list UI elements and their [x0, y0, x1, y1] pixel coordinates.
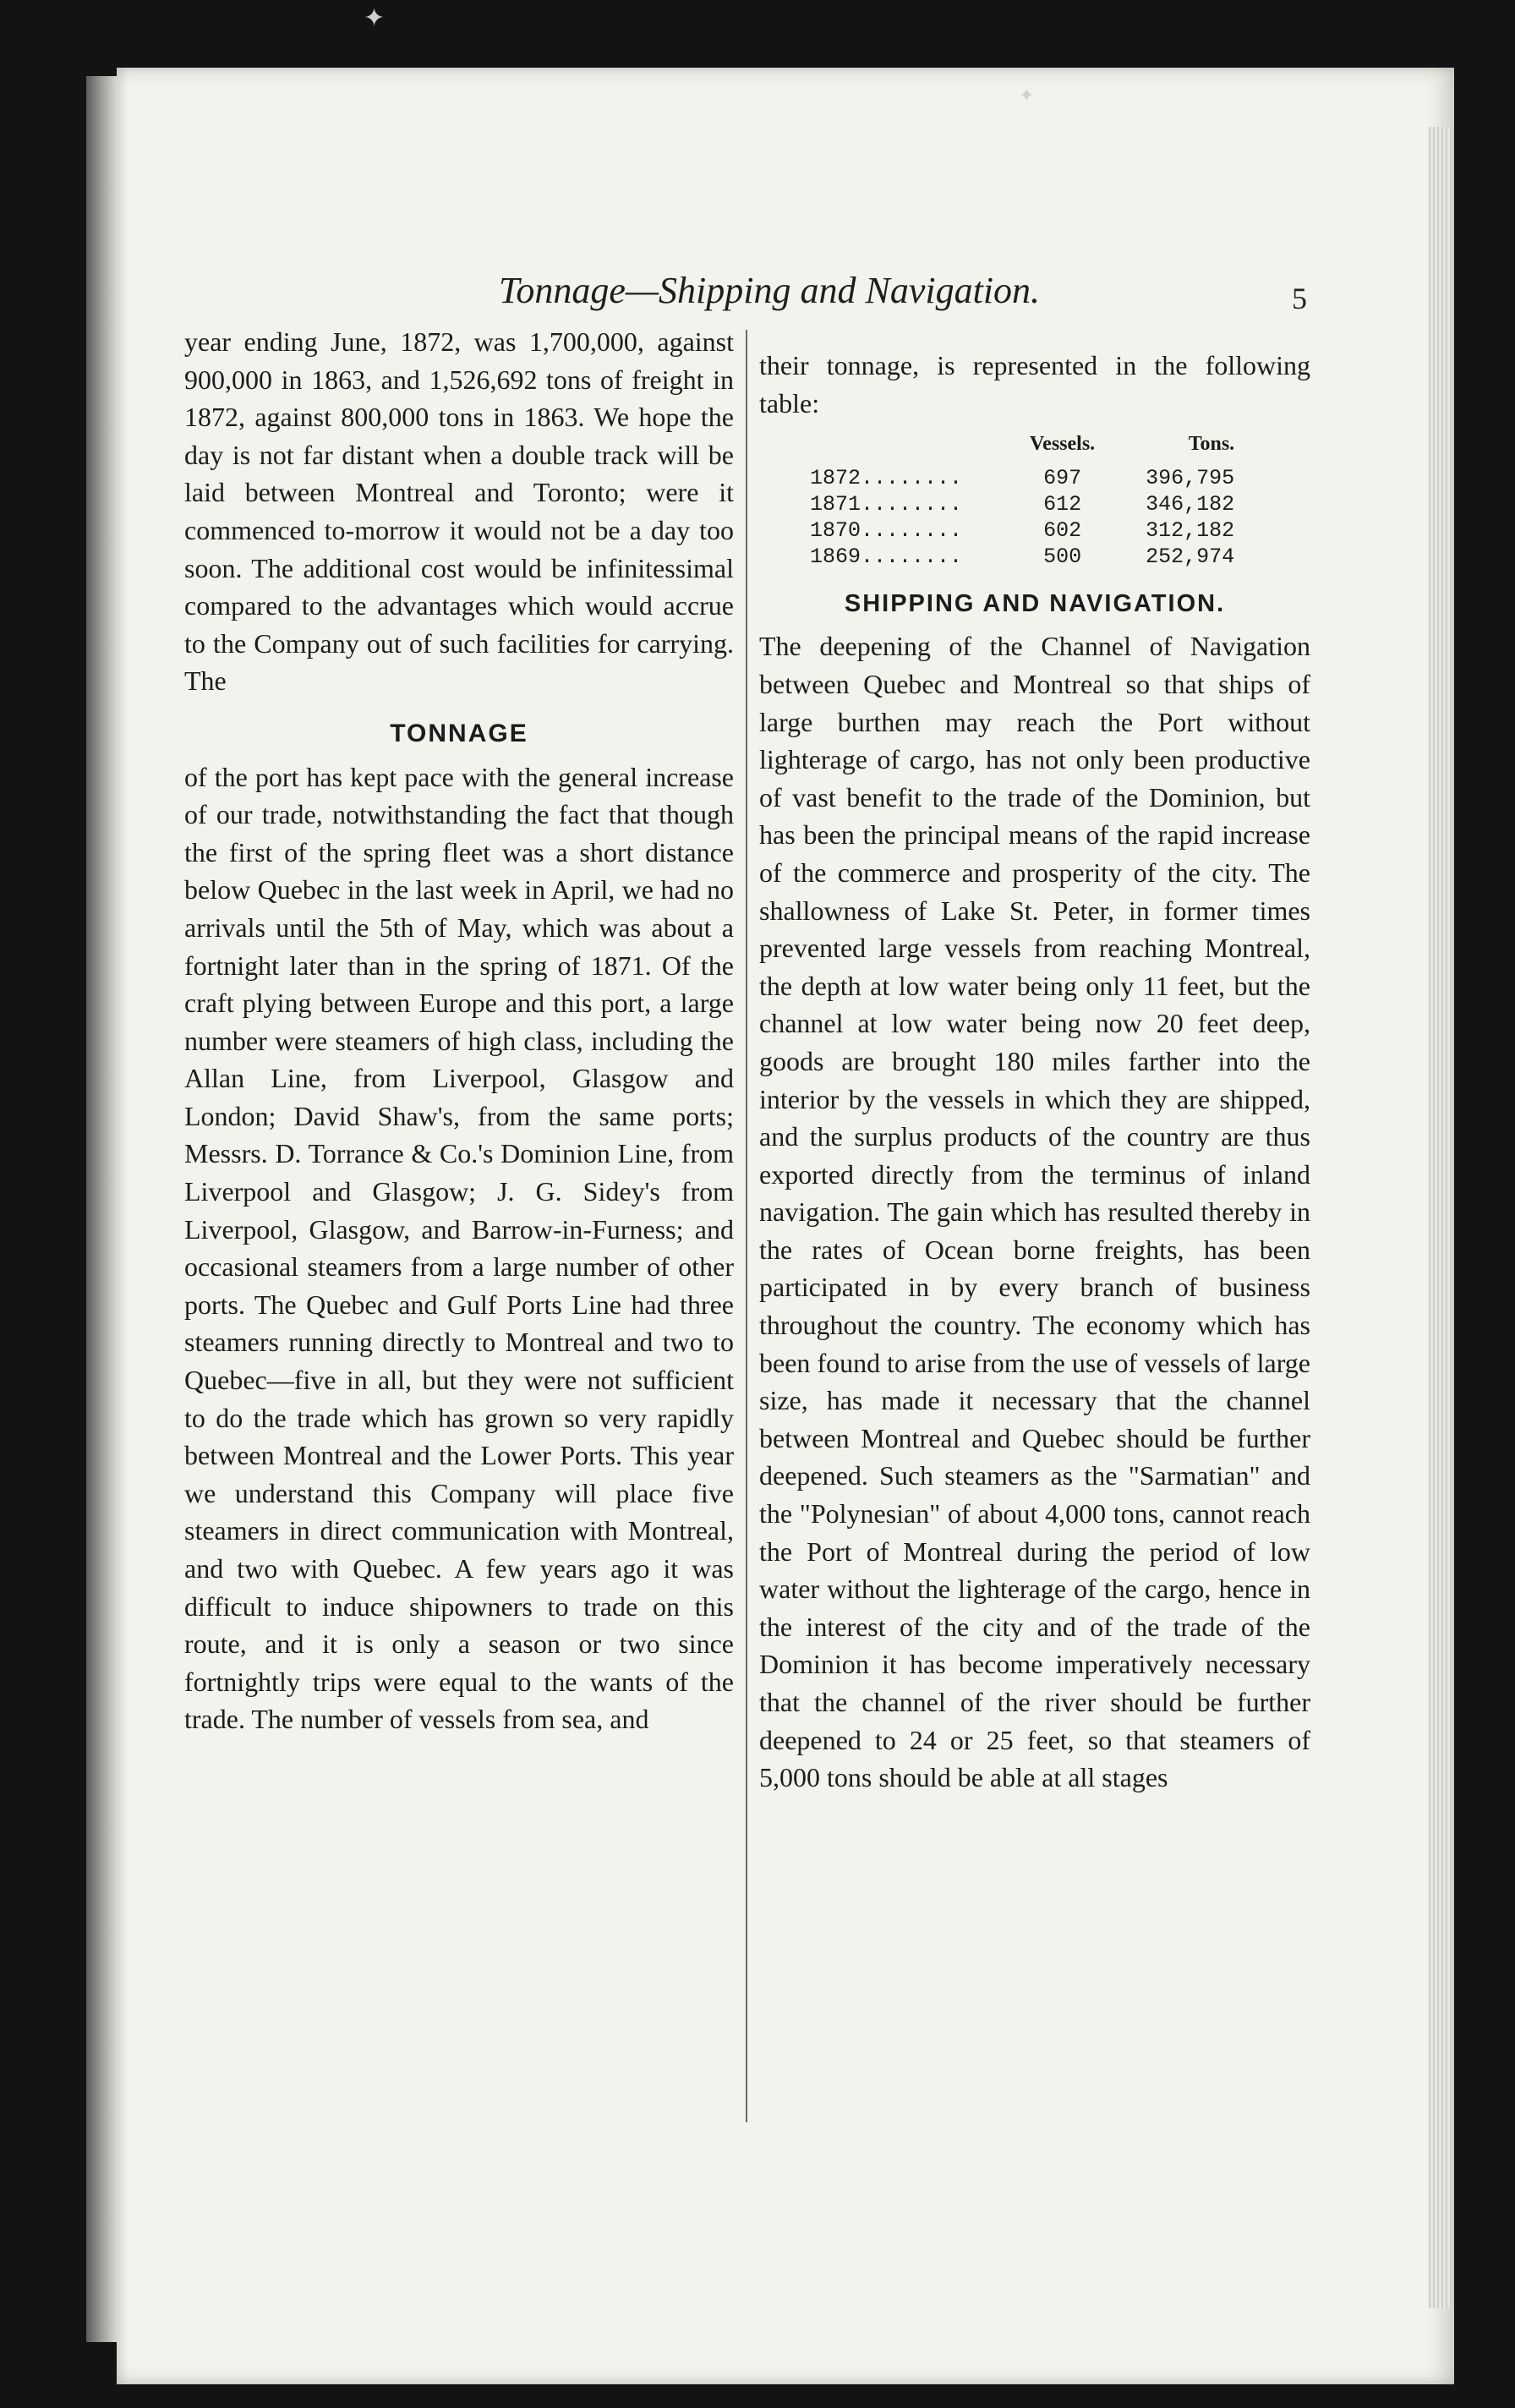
table-cell-vessels: 612	[1043, 491, 1082, 517]
table-cell-vessels: 602	[1043, 517, 1082, 543]
table-cell-tons: 396,795	[1146, 465, 1235, 490]
table-cell-year: 1872........	[810, 465, 963, 490]
page-edge	[1429, 127, 1451, 2308]
left-paragraph-1: year ending June, 1872, was 1,700,000, against 900,000 in 1863, and 1,526,692 tons of freight in 1872, against 800,000 tons in 1863. We hope the day is not far distant when a double track will be laid between Montreal and Toronto; were it commenced to-morrow it would not be a day too soon. The additional cost would be infinitessimal compared to the advantages which would accrue to the Company out of such facilities for carrying. The	[184, 326, 734, 697]
table-cell-year: 1870........	[810, 517, 963, 543]
left-paragraph-2: of the port has kept pace with the general increase of our trade, notwithstanding the fact that though the first of the spring fleet was a short distance below Quebec in the last week in April, we had no arrivals until the 5th of May, which was about a fortnight later than in the spring of 1871. Of the craft plying between Europe and this port, a large number were steamers of high class, including the Allan Line, from Liverpool, Glasgow and London; David Shaw's, from the same ports; Messrs. D. Torrance & Co.'s Dominion Line, from Liverpool and Glasgow; J. G. Sidey's from Liverpool, Glasgow, and Barrow-in-Furness; and occasional steamers from a large number of other ports. The Quebec and Gulf Ports Line had three steamers running directly to Montreal and two to Quebec—five in all, but they were not sufficient to do the trade which has grown so very rapidly between Montreal and the Lower Ports. This year we understand this Company will place five steamers in direct communication with Montreal, and two with Quebec. A few years ago it was difficult to induce shipowners to trade on this route, and it is only a season or two since fortnightly trips were equal to the wants of the trade. The number of vessels from sea, and	[184, 761, 734, 1735]
scan-speck: ✦	[364, 4, 386, 32]
column-divider	[746, 330, 747, 2122]
table-cell-year: 1871........	[810, 491, 963, 517]
table-header	[810, 425, 1030, 465]
section-heading-tonnage: TONNAGE	[390, 719, 528, 747]
table-cell-tons: 346,182	[1146, 491, 1235, 517]
section-heading-shipping: SHIPPING AND NAVIGATION.	[844, 589, 1226, 617]
table-row	[810, 465, 1234, 491]
table-row	[810, 544, 1234, 570]
table-cell-vessels: 500	[1043, 544, 1082, 569]
right-column	[759, 347, 1310, 1797]
right-paragraph-1: their tonnage, is represented in the following table:	[759, 350, 1310, 419]
scan-speck: ✦	[1019, 85, 1035, 106]
book-spine-shadow	[86, 76, 117, 2342]
tonnage-table	[810, 425, 1234, 570]
table-header: Vessels.	[1030, 433, 1096, 456]
table-row	[810, 491, 1234, 517]
left-column	[184, 323, 734, 1738]
table-cell-year: 1869........	[810, 544, 963, 569]
running-header: Tonnage—Shipping and Navigation.	[498, 270, 1041, 311]
table-header-row	[810, 425, 1234, 465]
table-cell-tons: 252,974	[1146, 544, 1235, 569]
right-paragraph-2: The deepening of the Channel of Navigation between Quebec and Montreal so that ships of large burthen may reach the Port without lighterage of cargo, has not only been productive of vast benefit to the trade of the Dominion, but has been the principal means of the rapid increase of the commerce and prosperity of the city. The shallowness of Lake St. Peter, in former times prevented large vessels from reaching Montreal, the depth at low water being only 11 feet, but the channel at low water being now 20 feet deep, goods are brought 180 miles farther into the interior by the vessels in which they are shipped, and the surplus products of the country are thus exported directly from the terminus of inland navigation. The gain which has resulted thereby in the rates of Ocean borne freights, has been participated in by every branch of business throughout the country. The economy which has been found to arise from the use of vessels of large size, has made it necessary that the channel between Montreal and Quebec should be further deepened. Such steamers as the "Sarmatian" and the "Polynesian" of about 4,000 tons, cannot reach the Port of Montreal during the period of low water without the lighterage of the cargo, hence in the interest of the city and of the trade of the Dominion it has become imperatively necessary that the channel of the river should be further deepened to 24 or 25 feet, so that steamers of 5,000 tons should be able at all stages	[759, 631, 1310, 1793]
table-cell-tons: 312,182	[1146, 517, 1235, 543]
table-row	[810, 517, 1234, 544]
table-cell-vessels: 697	[1043, 465, 1082, 490]
table-header: Tons.	[1188, 433, 1235, 456]
page-number: 5	[1292, 282, 1307, 315]
